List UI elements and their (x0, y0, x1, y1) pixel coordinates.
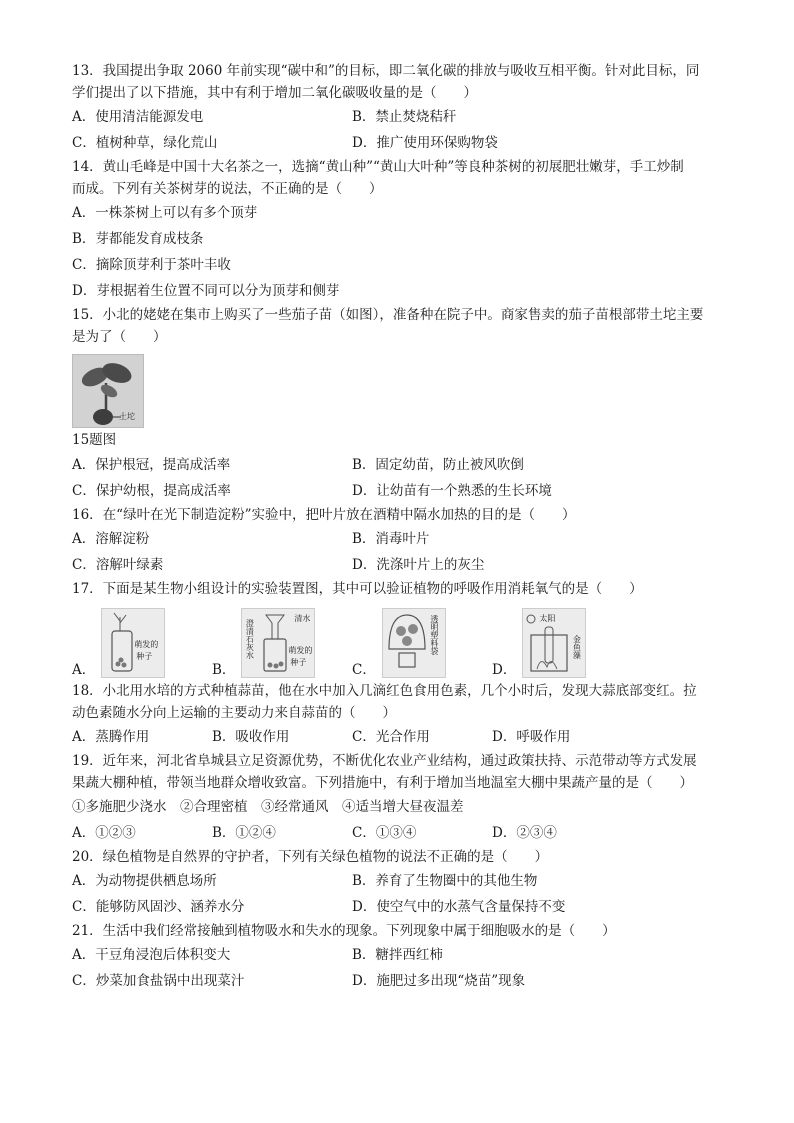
q19-stem-line2: 果蔬大棚种植，带领当地群众增收致富。下列措施中，有利于增加当地温室大棚中果蔬产量的是（ ） (72, 775, 693, 791)
q14-option-b: B．芽都能发育成枝条 (72, 231, 204, 247)
q19-option-a: A．①②③ (72, 825, 136, 841)
q17-option-a-letter: A． (72, 662, 96, 678)
question-14 (72, 156, 732, 304)
q21-option-b: B．糖拌西红柿 (352, 947, 443, 963)
q16-options-row2 (72, 552, 732, 578)
seeds-bottle-figure (101, 608, 165, 678)
q17b-label-water: 清水 (294, 614, 311, 623)
limewater-jar-figure (241, 608, 315, 678)
q17-option-b (212, 608, 352, 678)
q14-option-d: D．芽根据着生位置不同可以分为顶芽和侧芽 (72, 283, 340, 299)
q14-option-c: C．摘除顶芽利于茶叶丰收 (72, 257, 231, 273)
plastic-bag-plant-figure (382, 608, 446, 678)
q13-option-b: B．禁止焚烧秸秆 (352, 109, 457, 125)
q17b-label-seed-1: 萌发的 (288, 646, 313, 655)
q17b-label-limewater: 澄清石灰水 (245, 619, 255, 659)
q21-options-row1 (72, 942, 732, 968)
q19-measures: ①多施肥少浇水 ②合理密植 ③经常通风 ④适当增大昼夜温差 (72, 799, 464, 815)
q13-option-c: C．植树种草，绿化荒山 (72, 135, 218, 151)
soil-ball-label: 土坨 (119, 412, 135, 421)
q16-option-d: D．洗涤叶片上的灰尘 (352, 557, 485, 573)
q17-option-a (72, 608, 212, 678)
q17-stem: 17．下面是某生物小组设计的实验装置图，其中可以验证植物的呼吸作用消耗氧气的是（ ） (72, 581, 643, 597)
q21-option-a: A．干豆角浸泡后体积变大 (72, 947, 231, 963)
q15-option-b: B．固定幼苗，防止被风吹倒 (352, 457, 524, 473)
q18-option-b: B．吸收作用 (212, 729, 290, 745)
q19-option-c: C．①③④ (352, 825, 417, 841)
q17a-label-1: 萌发的 (134, 640, 159, 649)
question-20 (72, 846, 732, 920)
q17c-label-bag: 透明塑料袋 (429, 615, 439, 655)
q17-option-d-letter: D． (492, 662, 517, 678)
q18-option-d: D．呼吸作用 (492, 729, 571, 745)
exam-page (72, 60, 732, 994)
q20-options-row1 (72, 868, 732, 894)
q13-options-row2 (72, 130, 732, 156)
q15-stem-line1: 15．小北的姥姥在集市上购买了一些茄子苗（如图），准备种在院子中。商家售卖的茄子苗根部带土坨主要 (72, 307, 704, 323)
q15-option-a: A．保护根冠，提高成活率 (72, 457, 231, 473)
q18-options-row (72, 724, 732, 750)
q15-stem-line2: 是为了（ ） (72, 329, 167, 345)
q17-option-d (492, 608, 632, 678)
q20-option-b: B．养育了生物圈中的其他生物 (352, 873, 538, 889)
q18-stem-line2: 动色素随水分向上运输的主要动力来自蒜苗的（ ） (72, 705, 396, 721)
q19-option-b: B．①②④ (212, 825, 276, 841)
q13-stem-line2: 学们提出了以下措施，其中有利于增加二氧化碳吸收量的是（ ） (72, 85, 477, 101)
sun-aquatic-plant-figure (522, 608, 586, 678)
q15-option-c: C．保护幼根，提高成活率 (72, 483, 231, 499)
question-21 (72, 920, 732, 994)
q21-options-row2 (72, 968, 732, 994)
question-15 (72, 304, 732, 504)
question-17 (72, 578, 732, 678)
question-13 (72, 60, 732, 156)
q21-option-c: C．炒菜加食盐锅中出现菜汁 (72, 973, 245, 989)
q17-option-c-letter: C． (352, 662, 376, 678)
q17d-label-hornwort: 金鱼藻 (572, 635, 582, 659)
q18-option-c: C．光合作用 (352, 729, 430, 745)
q16-stem: 16．在“绿叶在光下制造淀粉”实验中，把叶片放在酒精中隔水加热的目的是（ ） (72, 507, 576, 523)
q16-option-c: C．溶解叶绿素 (72, 557, 164, 573)
q15-options-row1 (72, 452, 732, 478)
q20-option-c: C．能够防风固沙、涵养水分 (72, 899, 245, 915)
q16-option-b: B．消毒叶片 (352, 531, 430, 547)
q21-stem: 21．生活中我们经常接触到植物吸水和失水的现象。下列现象中属于细胞吸水的是（ ） (72, 923, 616, 939)
eggplant-seedling-photo (72, 354, 144, 428)
q13-stem-line1: 13．我国提出争取 2060 年前实现“碳中和”的目标，即二氧化碳的排放与吸收互相平衡。针对此目标，同 (72, 63, 700, 79)
q18-option-a: A．蒸腾作用 (72, 729, 150, 745)
q20-stem: 20．绿色植物是自然界的守护者，下列有关绿色植物的说法不正确的是（ ） (72, 849, 549, 865)
q17-option-b-letter: B． (212, 662, 236, 678)
question-18 (72, 680, 732, 750)
q20-option-a: A．为动物提供栖息场所 (72, 873, 217, 889)
q16-options-row1 (72, 526, 732, 552)
q14-option-a: A．一株茶树上可以有多个顶芽 (72, 205, 258, 221)
q17d-label-sun: 太阳 (539, 614, 556, 623)
q14-stem-line1: 14．黄山毛峰是中国十大名茶之一，选摘“黄山种”“黄山大叶种”等良种茶树的初展肥壮嫩芽，手工炒制 (72, 159, 684, 175)
q14-stem-line2: 而成。下列有关茶树芽的说法，不正确的是（ ） (72, 181, 383, 197)
q20-option-d: D．使空气中的水蒸气含量保持不变 (352, 899, 566, 915)
q19-option-d: D．②③④ (492, 825, 557, 841)
q19-options-row (72, 820, 732, 846)
q15-figure-caption: 15题图 (72, 432, 117, 448)
q19-stem-line1: 19．近年来，河北省阜城县立足资源优势，不断优化农业产业结构，通过政策扶持、示范带动等方式发展 (72, 753, 697, 769)
question-19 (72, 750, 732, 846)
q17-figure-options (72, 604, 732, 678)
q13-option-a: A．使用清洁能源发电 (72, 109, 204, 125)
q13-option-d: D．推广使用环保购物袋 (352, 135, 498, 151)
q17a-label-2: 种子 (136, 652, 153, 661)
q13-options-row1 (72, 104, 732, 130)
q15-option-d: D．让幼苗有一个熟悉的生长环境 (352, 483, 552, 499)
q15-options-row2 (72, 478, 732, 504)
q16-option-a: A．溶解淀粉 (72, 531, 150, 547)
q20-options-row2 (72, 894, 732, 920)
q18-stem-line1: 18．小北用水培的方式种植蒜苗，他在水中加入几滴红色食用色素，几个小时后，发现大蒜底部变红。拉 (72, 683, 697, 699)
question-16 (72, 504, 732, 578)
q17-option-c (352, 608, 492, 678)
q17b-label-seed-2: 种子 (290, 658, 307, 667)
q21-option-d: D．施肥过多出现“烧苗”现象 (352, 973, 526, 989)
